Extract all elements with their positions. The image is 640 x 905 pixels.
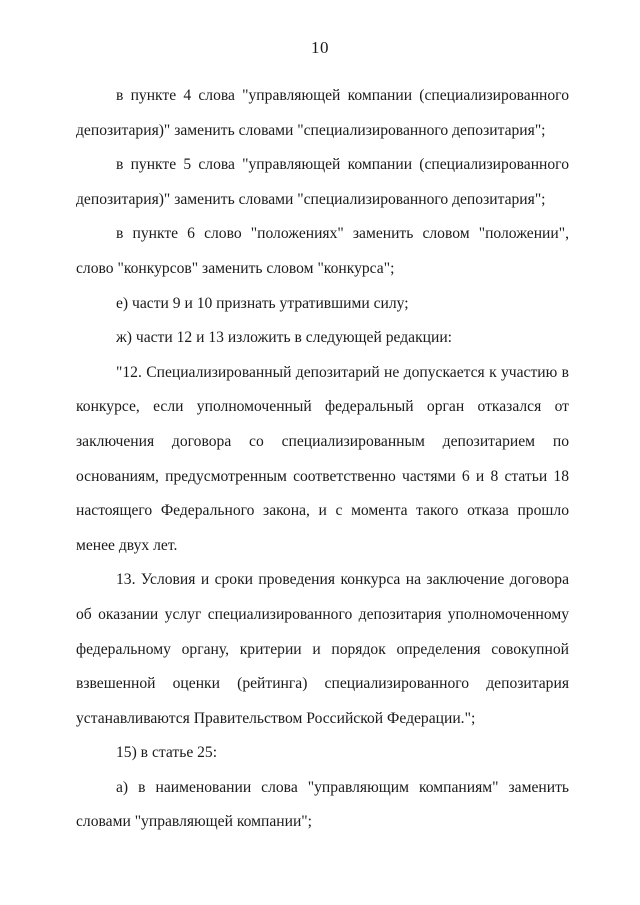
paragraph-item-a: а) в наименовании слова "управляющим компаниям" заменить словами "управляющей компании"; bbox=[76, 778, 569, 831]
paragraph-punkt-4: в пункте 4 слова "управляющей компании (специализированного депозитария)" заменить словами "специализированного депозитария"; bbox=[76, 87, 569, 139]
paragraph-punkt-6: в пункте 6 слово "положениях" заменить словом "положении", слово "конкурсов" заменить словом "конкурса"; bbox=[76, 225, 569, 277]
paragraph-punkt-5: в пункте 5 слова "управляющей компании (специализированного депозитария)" заменить словами "специализированного депозитария"; bbox=[76, 156, 569, 208]
document-body bbox=[76, 79, 569, 840]
paragraph-article-25: 15) в статье 25: bbox=[116, 744, 218, 762]
page-number: 10 bbox=[311, 38, 329, 57]
paragraph-part-13: 13. Условия и сроки проведения конкурса на заключение договора об оказании услуг специализированного депозитария уполномоченному федеральному органу, критерии и порядок определения совокупной взвешенной оценки (рейтинга) специализированного депозитария устанавливаются Правительством Российской Федерации."; bbox=[76, 571, 569, 727]
paragraph-item-zh: ж) части 12 и 13 изложить в следующей редакции: bbox=[116, 329, 453, 347]
paragraph-item-e: е) части 9 и 10 признать утратившими силу; bbox=[116, 294, 409, 312]
paragraph-part-12: "12. Специализированный депозитарий не допускается к участию в конкурсе, если уполномоченный федеральный орган отказался от заключения договора со специализированным депозитарием по основаниям, предусмотренным соответственно частями 6 и 8 статьи 18 настоящего Федерального закона, и с момента такого отказа прошло менее двух лет. bbox=[76, 363, 569, 554]
